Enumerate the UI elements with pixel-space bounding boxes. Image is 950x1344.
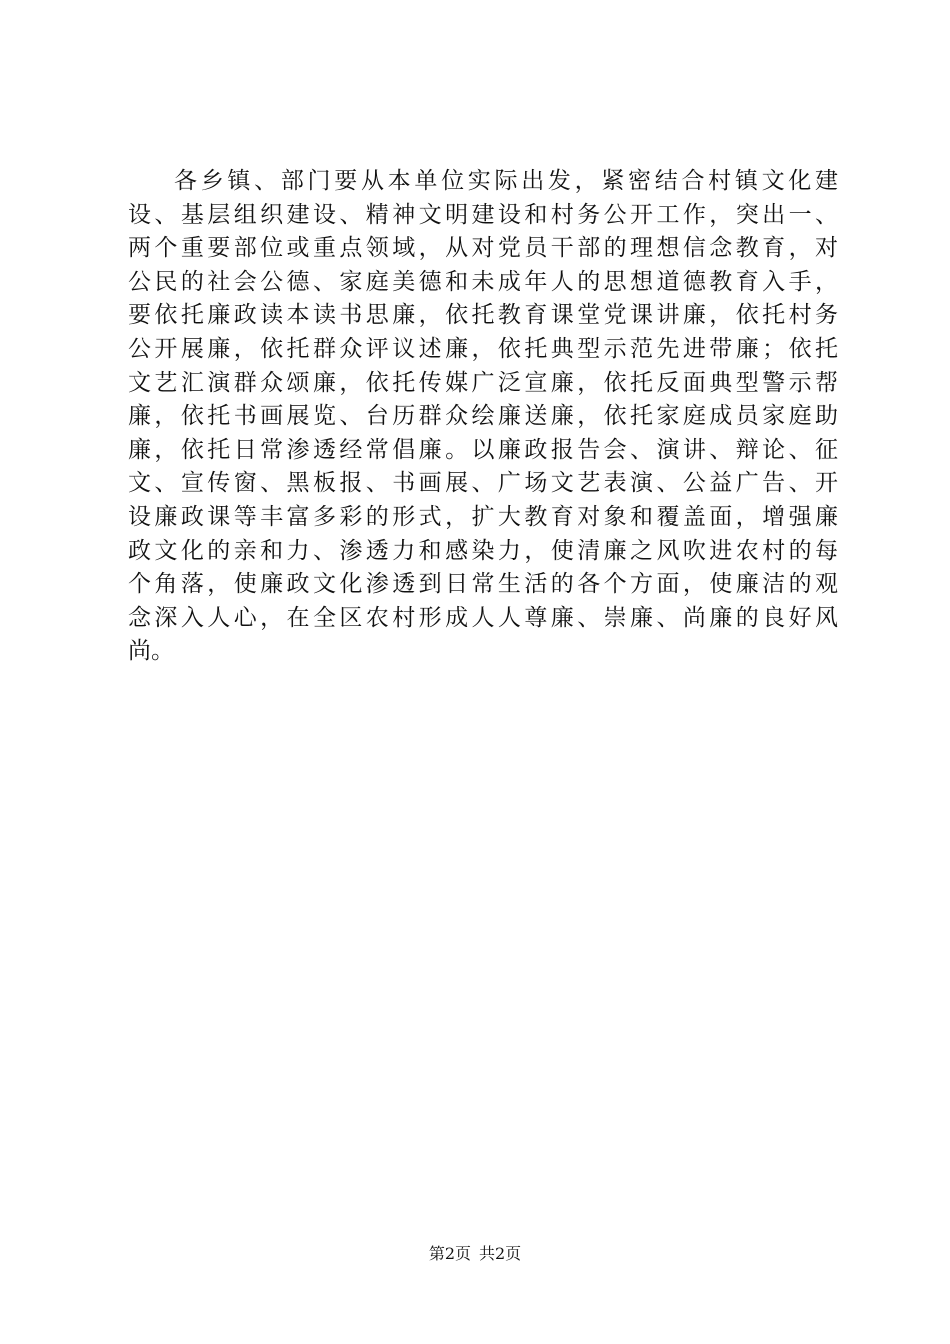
paragraph-line: 各乡镇、部门要从本单位实际出发，紧密结合村镇文化建 xyxy=(174,168,838,194)
page-number-total: 共2页 xyxy=(479,1244,522,1263)
paragraph-line: 设廉政课等丰富多彩的形式，扩大教育对象和覆盖面，增强廉 xyxy=(128,503,838,530)
page-footer xyxy=(0,1244,950,1264)
paragraph-line: 文、宣传窗、黑板报、书画展、广场文艺表演、公益广告、开 xyxy=(128,470,838,497)
paragraph-line: 设、基层组织建设、精神文明建设和村务公开工作，突出一、 xyxy=(128,201,838,228)
body-paragraph xyxy=(128,165,838,669)
paragraph-line: 公民的社会公德、家庭美德和未成年人的思想道德教育入手， xyxy=(128,268,838,295)
paragraph-line: 尚。 xyxy=(128,638,174,665)
page-number-current: 第2页 xyxy=(428,1244,471,1263)
paragraph-line: 公开展廉，依托群众评议述廉，依托典型示范先进带廉；依托 xyxy=(128,335,838,362)
paragraph-line: 要依托廉政读本读书思廉，依托教育课堂党课讲廉，依托村务 xyxy=(128,302,838,329)
paragraph-line: 文艺汇演群众颂廉，依托传媒广泛宣廉，依托反面典型警示帮 xyxy=(128,369,838,396)
paragraph-line: 政文化的亲和力、渗透力和感染力，使清廉之风吹进农村的每 xyxy=(128,537,838,564)
paragraph-line: 廉，依托书画展览、台历群众绘廉送廉，依托家庭成员家庭助 xyxy=(128,403,838,430)
paragraph-line: 两个重要部位或重点领域，从对党员干部的理想信念教育，对 xyxy=(128,235,838,262)
paragraph-line: 廉，依托日常渗透经常倡廉。以廉政报告会、演讲、辩论、征 xyxy=(128,436,838,463)
paragraph-line: 个角落，使廉政文化渗透到日常生活的各个方面，使廉洁的观 xyxy=(128,571,838,598)
paragraph-line: 念深入人心，在全区农村形成人人尊廉、崇廉、尚廉的良好风 xyxy=(128,604,838,631)
